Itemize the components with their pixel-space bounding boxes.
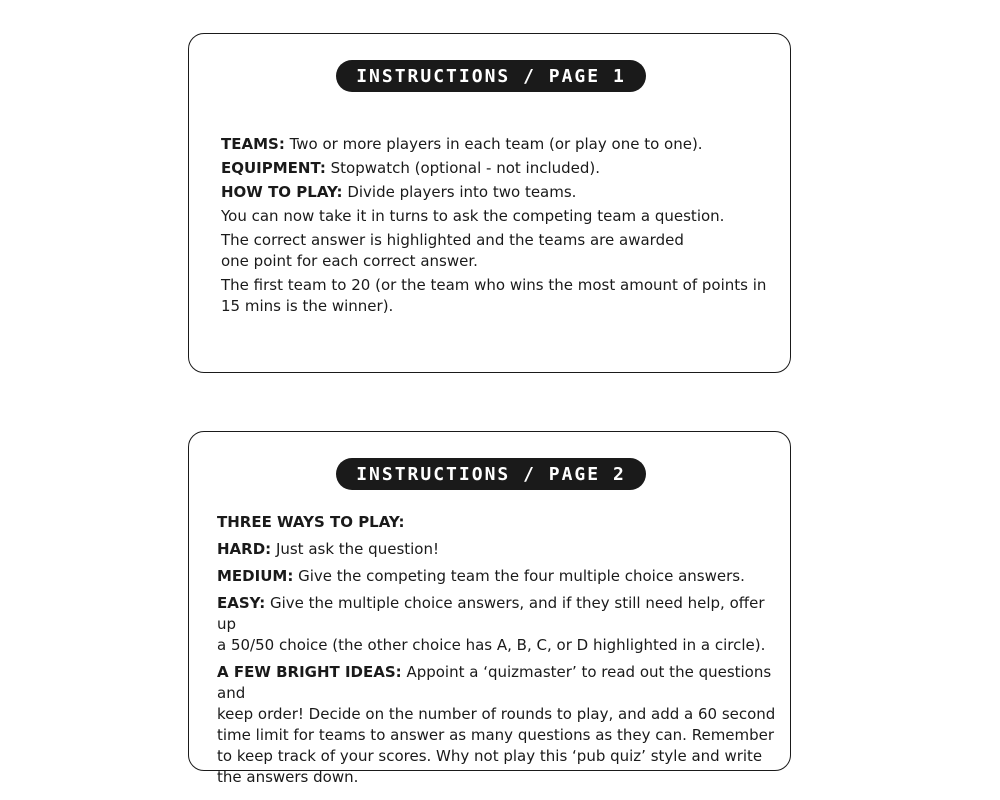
bright-ideas-text-3: time limit for teams to answer as many questions as they can. Remember <box>217 726 775 744</box>
winner-line-1: The first team to 20 (or the team who wins the most amount of points in <box>221 276 767 294</box>
page-1-title: INSTRUCTIONS / PAGE 1 <box>336 60 646 92</box>
equipment-label: EQUIPMENT: <box>221 159 326 177</box>
bright-ideas-paragraph <box>217 662 777 788</box>
page-2-title: INSTRUCTIONS / PAGE 2 <box>336 458 646 490</box>
three-ways-heading: THREE WAYS TO PLAY: <box>217 513 405 531</box>
teams-text: Two or more players in each team (or play one to one). <box>284 135 703 153</box>
easy-label: EASY: <box>217 594 266 612</box>
winner-paragraph <box>221 275 776 317</box>
medium-label: MEDIUM: <box>217 567 294 585</box>
easy-paragraph <box>217 593 777 656</box>
hard-text: Just ask the question! <box>271 540 439 558</box>
instructions-card-page-1 <box>188 33 791 373</box>
bright-ideas-text-5: the answers down. <box>217 768 359 786</box>
turns-paragraph: You can now take it in turns to ask the competing team a question. <box>221 207 725 225</box>
easy-text-1: Give the multiple choice answers, and if they still need help, offer up <box>217 594 765 633</box>
bright-ideas-label: A FEW BRIGHT IDEAS: <box>217 663 402 681</box>
hard-label: HARD: <box>217 540 272 558</box>
correct-answer-line-2: one point for each correct answer. <box>221 252 478 270</box>
instructions-card-page-2 <box>188 431 791 786</box>
how-to-play-text: Divide players into two teams. <box>342 183 577 201</box>
teams-paragraph <box>221 134 776 155</box>
correct-answer-line-1: The correct answer is highlighted and the teams are awarded <box>221 231 684 249</box>
teams-label: TEAMS: <box>221 135 285 153</box>
medium-text: Give the competing team the four multiple choice answers. <box>293 567 745 585</box>
equipment-paragraph <box>221 158 776 179</box>
medium-paragraph <box>217 566 777 587</box>
how-to-play-paragraph <box>221 182 776 203</box>
bright-ideas-text-2: keep order! Decide on the number of rounds to play, and add a 60 second <box>217 705 776 723</box>
hard-paragraph <box>217 539 777 560</box>
easy-text-2: a 50/50 choice (the other choice has A, B, C, or D highlighted in a circle). <box>217 636 766 654</box>
how-to-play-label: HOW TO PLAY: <box>221 183 343 201</box>
page-1-body <box>221 134 776 320</box>
correct-answer-paragraph <box>221 230 776 272</box>
bright-ideas-text-4: to keep track of your scores. Why not play this ‘pub quiz’ style and write <box>217 747 763 765</box>
equipment-text: Stopwatch (optional - not included). <box>325 159 601 177</box>
page-2-body <box>217 512 777 794</box>
winner-line-2: 15 mins is the winner). <box>221 297 394 315</box>
bright-ideas-text-1: Appoint a ‘quizmaster’ to read out the questions and <box>217 663 772 702</box>
